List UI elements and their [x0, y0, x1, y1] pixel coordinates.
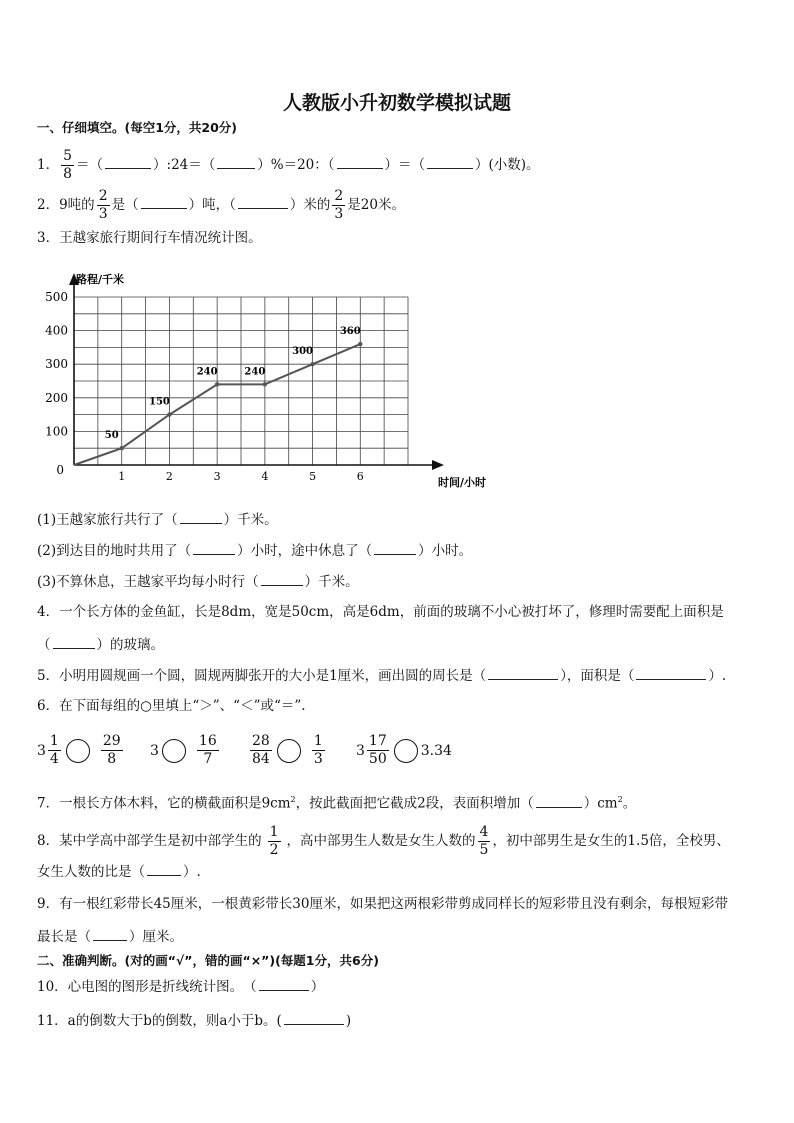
y-tick-label: 100 [45, 424, 68, 439]
x-tick-label: 2 [165, 470, 173, 483]
answer-blank[interactable] [105, 156, 151, 169]
answer-blank[interactable] [374, 542, 416, 555]
answer-blank[interactable] [636, 667, 706, 680]
answer-blank[interactable] [536, 795, 582, 808]
x-tick-label: 3 [213, 470, 221, 483]
y-tick-label: 300 [45, 357, 68, 372]
question-8-line-2: 女生人数的比是（ ）. [37, 864, 201, 880]
question-7: 7．一根长方体木料，它的横截面积是$9cm^2$，按此截面把它截成2段，表面积增加（ ）$cm^2$。 [37, 795, 637, 812]
data-label: 240 [196, 366, 218, 378]
answer-blank[interactable] [259, 978, 309, 991]
data-label: 240 [244, 366, 266, 378]
question-9-line-1: 9．有一根红彩带长45厘米，一根黄彩带长30厘米，如果把这两根彩带剪成同样长的短彩带且没有剩余，每根短彩带 [37, 896, 728, 912]
question-1: 1． $\frac{5}{8}$ ＝（ ）:24＝（ ）%＝20：（ ）＝（ ）(小数)。 [37, 148, 540, 182]
question-5: 5．小明用圆规画一个圆，圆规两脚张开的大小是1厘米，画出圆的周长是（ ），面积是（ ）. [37, 668, 727, 684]
answer-blank[interactable] [337, 156, 383, 169]
question-4-line-1: 4．一个长方体的金鱼缸，长是8dm，宽是50cm，高是6dm，前面的玻璃不小心被打坏了，修理时需要配上面积是 [37, 604, 724, 620]
data-point [310, 362, 314, 366]
compare-circle[interactable] [66, 739, 90, 763]
compare-circle[interactable] [162, 739, 186, 763]
compare-group-3: $\frac{28}{84}$ $\frac{1}{3}$ [252, 733, 323, 767]
x-axis-arrow [432, 460, 444, 470]
data-point [167, 412, 171, 416]
compare-group-2: 3 $\frac{16}{7}$ [150, 733, 217, 767]
x-axis-label: 时间/小时 [438, 476, 487, 489]
answer-blank[interactable] [93, 928, 127, 941]
data-point [358, 342, 362, 346]
q2-fraction: $\frac{2}{3}$ [98, 188, 108, 222]
x-tick-label: 4 [261, 470, 269, 483]
question-8-line-1: 8．某中学高中部学生是初中部学生的 $\frac{1}{2}$ ，高中部男生人数是女生人数的 $\frac{4}{5}$ ，初中部男生是女生的1.5倍，全校男、 [37, 824, 730, 858]
line-chart [30, 262, 487, 498]
compare-group-4: 3 $\frac{17}{50}$ 3.34 [356, 733, 452, 767]
x-tick-label: 1 [118, 470, 126, 483]
y-tick-label: 200 [45, 390, 68, 405]
x-tick-label: 5 [309, 470, 317, 483]
question-9-line-2: 最长是（ ）厘米。 [37, 929, 183, 945]
answer-blank[interactable] [180, 511, 222, 524]
question-4-line-2: （ ）的玻璃。 [37, 637, 164, 653]
answer-blank[interactable] [53, 636, 95, 649]
question-10: 10．心电图的图形是折线统计图。 （ ） [37, 979, 325, 995]
data-label: 150 [148, 396, 170, 408]
question-3-1: (1)王越家旅行共行了（ ）千米。 [37, 512, 278, 528]
answer-blank[interactable] [193, 542, 235, 555]
q1-number: 1． [37, 157, 60, 173]
data-label: 50 [104, 430, 119, 442]
data-label: 360 [339, 326, 361, 338]
y-tick-label: 500 [45, 290, 68, 304]
answer-blank[interactable] [488, 667, 558, 680]
x-tick-label: 6 [356, 470, 364, 483]
compare-circle[interactable] [394, 739, 418, 763]
q1-fraction: $\frac{5}{8}$ [63, 148, 73, 182]
compare-circle[interactable] [277, 739, 301, 763]
answer-blank[interactable] [217, 156, 255, 169]
data-point [215, 382, 219, 386]
answer-blank[interactable] [147, 863, 181, 876]
y-tick-label: 400 [45, 323, 68, 338]
question-2: 2．9吨的 $\frac{2}{3}$ 是（ ）吨，（ ）米的 $\frac{2}{3}$ 是20米。 [37, 188, 405, 222]
question-3-3: (3)不算休息，王越家平均每小时行（ ）千米。 [37, 574, 359, 590]
q2-fraction-2: $\frac{2}{3}$ [334, 188, 344, 222]
question-3-2: (2)到达目的地时共用了（ ）小时，途中休息了（ ）小时。 [37, 543, 473, 559]
answer-blank[interactable] [238, 196, 288, 209]
page-title: 人教版小升初数学模拟试题 [282, 92, 511, 114]
question-6: 6．在下面每组的○里填上“＞”、“＜”或“＝”. [37, 698, 306, 714]
answer-blank[interactable] [261, 573, 303, 586]
section-2-heading: 二、准确判断。(对的画“√”，错的画“×”)(每题1分，共6分) [37, 953, 379, 968]
question-11: 11．a的倒数大于b的倒数，则a小于b。( ) [37, 1013, 352, 1029]
data-point [120, 446, 124, 450]
answer-blank[interactable] [141, 196, 187, 209]
answer-blank[interactable] [427, 156, 473, 169]
data-point [263, 382, 267, 386]
question-3: 3．王越家旅行期间行车情况统计图。 [37, 230, 262, 246]
y-tick-label: 0 [56, 463, 64, 477]
compare-group-1: 3 $\frac{1}{4}$ $\frac{29}{8}$ [37, 733, 121, 767]
data-label: 300 [292, 346, 314, 358]
answer-blank[interactable] [284, 1012, 344, 1025]
y-axis-label: 路程/千米 [76, 273, 125, 286]
section-1-heading: 一、仔细填空。(每空1分，共20分) [37, 120, 238, 135]
